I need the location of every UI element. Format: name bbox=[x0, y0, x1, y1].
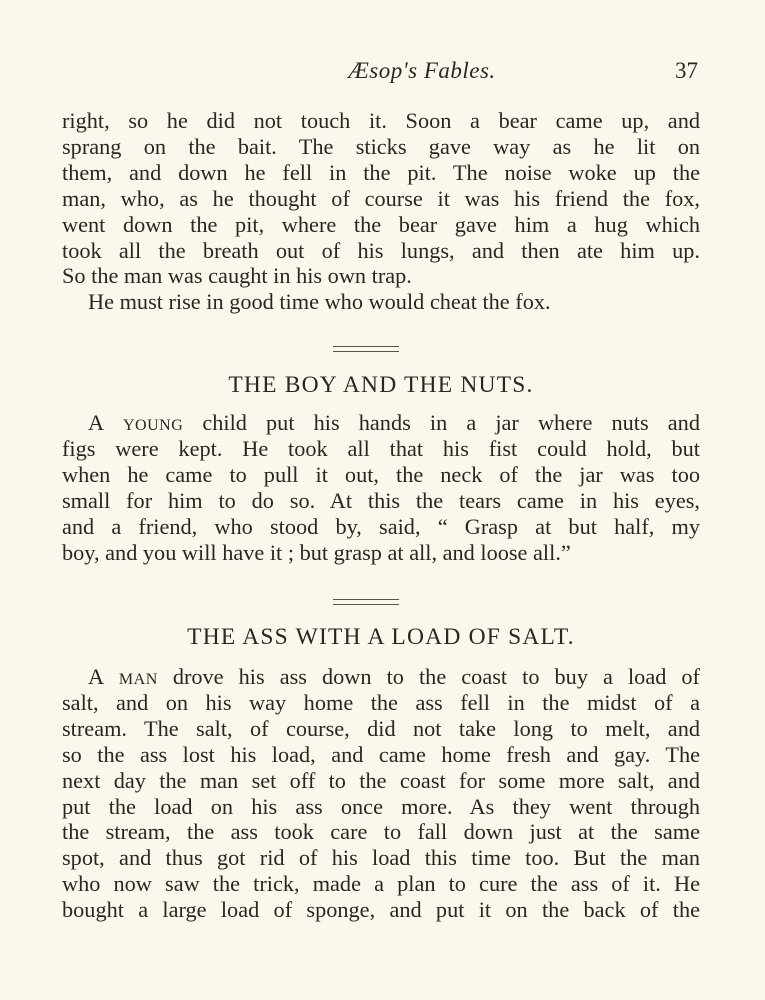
text-line: and a friend, who stood by, said, “ Grasp at but half, my bbox=[62, 513, 700, 539]
text-line: boy, and you will have it ; but grasp at all, and loose all.” bbox=[62, 539, 571, 565]
running-title: Æsop's Fables. bbox=[348, 58, 496, 83]
text-line: figs were kept. He took all that his fist could hold, but bbox=[62, 435, 700, 461]
first-line-rest: drove his ass down to the coast to buy a load of bbox=[157, 664, 700, 689]
section-divider bbox=[333, 346, 399, 352]
text-line: So the man was caught in his own trap. bbox=[62, 263, 412, 289]
text-line-first bbox=[62, 664, 700, 690]
opening-small-caps: A young bbox=[88, 410, 184, 435]
fable-moral: He must rise in good time who would cheat the fox. bbox=[88, 289, 551, 315]
text-line: the stream, the ass took care to fall down just at the same bbox=[62, 819, 700, 845]
section-divider bbox=[333, 599, 399, 605]
opening-small-caps: A man bbox=[88, 664, 158, 689]
text-line: small for him to do so. At this the tears came in his eyes, bbox=[62, 487, 700, 513]
text-line-first bbox=[62, 410, 700, 436]
first-line-rest: child put his hands in a jar where nuts and bbox=[183, 410, 700, 435]
page-number: 37 bbox=[675, 58, 698, 83]
fable-title-boy-and-nuts: THE BOY AND THE NUTS. bbox=[228, 372, 534, 398]
text-line: stream. The salt, of course, did not take long to melt, and bbox=[62, 715, 700, 741]
text-line: when he came to pull it out, the neck of the jar was too bbox=[62, 461, 700, 487]
text-line: sprang on the bait. The sticks gave way as he lit on bbox=[62, 133, 700, 159]
text-line: them, and down he fell in the pit. The noise woke up the bbox=[62, 159, 700, 185]
fable-body-boy-and-nuts bbox=[62, 410, 700, 565]
text-line: bought a large load of sponge, and put it on the back of the bbox=[62, 897, 700, 923]
text-line: went down the pit, where the bear gave him a hug which bbox=[62, 211, 700, 237]
fable-continuation bbox=[62, 108, 700, 315]
text-line: spot, and thus got rid of his load this time too. But the man bbox=[62, 845, 700, 871]
text-line: right, so he did not touch it. Soon a bear came up, and bbox=[62, 108, 700, 133]
text-line: put the load on his ass once more. As they went through bbox=[62, 793, 700, 819]
text-line: salt, and on his way home the ass fell in the midst of a bbox=[62, 689, 700, 715]
text-line: so the ass lost his load, and came home fresh and gay. The bbox=[62, 741, 700, 767]
running-head bbox=[62, 58, 702, 88]
text-line: next day the man set off to the coast for some more salt, and bbox=[62, 767, 700, 793]
text-line: man, who, as he thought of course it was his friend the fox, bbox=[62, 185, 700, 211]
fable-body-ass-with-salt bbox=[62, 664, 700, 923]
text-line: who now saw the trick, made a plan to cure the ass of it. He bbox=[62, 871, 700, 897]
text-line: took all the breath out of his lungs, and then ate him up. bbox=[62, 237, 700, 263]
fable-title-ass-with-salt: THE ASS WITH A LOAD OF SALT. bbox=[187, 624, 575, 650]
